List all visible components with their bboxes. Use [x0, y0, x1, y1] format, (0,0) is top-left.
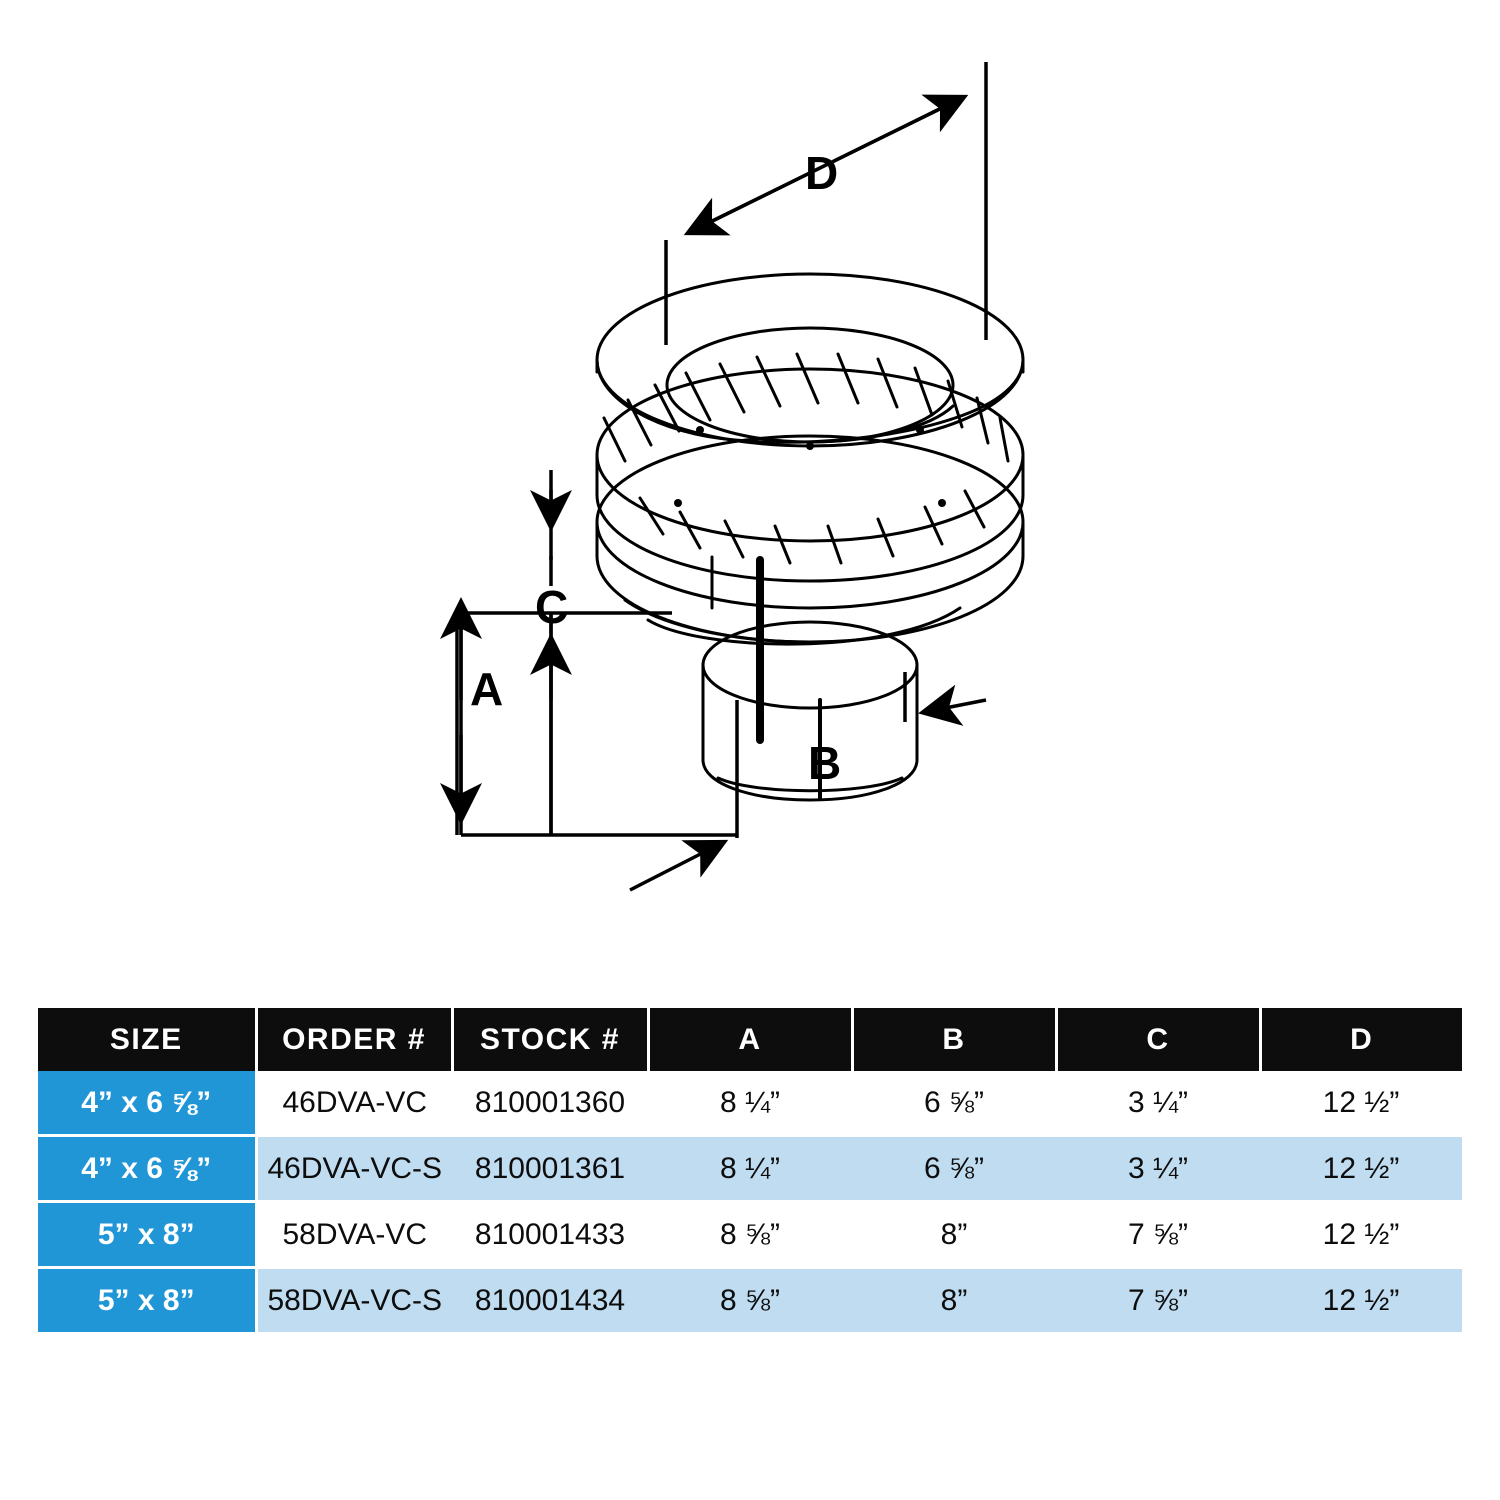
cell-stock: 810001433: [452, 1202, 648, 1268]
table-header-row: [38, 1008, 1462, 1071]
cell-c: 3 ¼”: [1056, 1071, 1260, 1136]
cell-d: 12 ½”: [1260, 1268, 1462, 1333]
cell-size: 5” x 8”: [38, 1202, 256, 1268]
cell-size: 4” x 6 ⅝”: [38, 1071, 256, 1136]
cell-a: 8 ⅝”: [648, 1268, 852, 1333]
cell-d: 12 ½”: [1260, 1202, 1462, 1268]
cell-b: 8”: [852, 1202, 1056, 1268]
cell-b: 8”: [852, 1268, 1056, 1333]
column-header-stock: STOCK #: [452, 1008, 648, 1071]
cell-order: 58DVA-VC-S: [256, 1268, 452, 1333]
cell-c: 7 ⅝”: [1056, 1202, 1260, 1268]
cell-size: 5” x 8”: [38, 1268, 256, 1333]
cell-stock: 810001434: [452, 1268, 648, 1333]
cell-stock: 810001360: [452, 1071, 648, 1136]
cell-stock: 810001361: [452, 1136, 648, 1202]
cell-c: 3 ¼”: [1056, 1136, 1260, 1202]
cell-size: 4” x 6 ⅝”: [38, 1136, 256, 1202]
table-row: [38, 1202, 1462, 1268]
column-header-size: SIZE: [38, 1008, 256, 1071]
column-header-a: A: [648, 1008, 852, 1071]
cell-c: 7 ⅝”: [1056, 1268, 1260, 1333]
cell-d: 12 ½”: [1260, 1071, 1462, 1136]
dimension-label-a: A: [470, 663, 504, 715]
cell-order: 46DVA-VC-S: [256, 1136, 452, 1202]
column-header-order: ORDER #: [256, 1008, 452, 1071]
column-header-b: B: [852, 1008, 1056, 1071]
cell-a: 8 ¼”: [648, 1136, 852, 1202]
column-header-d: D: [1260, 1008, 1462, 1071]
cell-a: 8 ¼”: [648, 1071, 852, 1136]
cell-d: 12 ½”: [1260, 1136, 1462, 1202]
cell-b: 6 ⅝”: [852, 1071, 1056, 1136]
column-header-c: C: [1056, 1008, 1260, 1071]
dimension-label-b: B: [808, 737, 842, 789]
dimension-label-d: D: [805, 147, 839, 199]
table-row: [38, 1268, 1462, 1333]
cell-order: 58DVA-VC: [256, 1202, 452, 1268]
table-row: [38, 1136, 1462, 1202]
table-row: [38, 1071, 1462, 1136]
cell-b: 6 ⅝”: [852, 1136, 1056, 1202]
dimension-label-c: C: [535, 581, 569, 633]
specifications-table: [38, 1008, 1462, 1332]
cell-order: 46DVA-VC: [256, 1071, 452, 1136]
cell-a: 8 ⅝”: [648, 1202, 852, 1268]
